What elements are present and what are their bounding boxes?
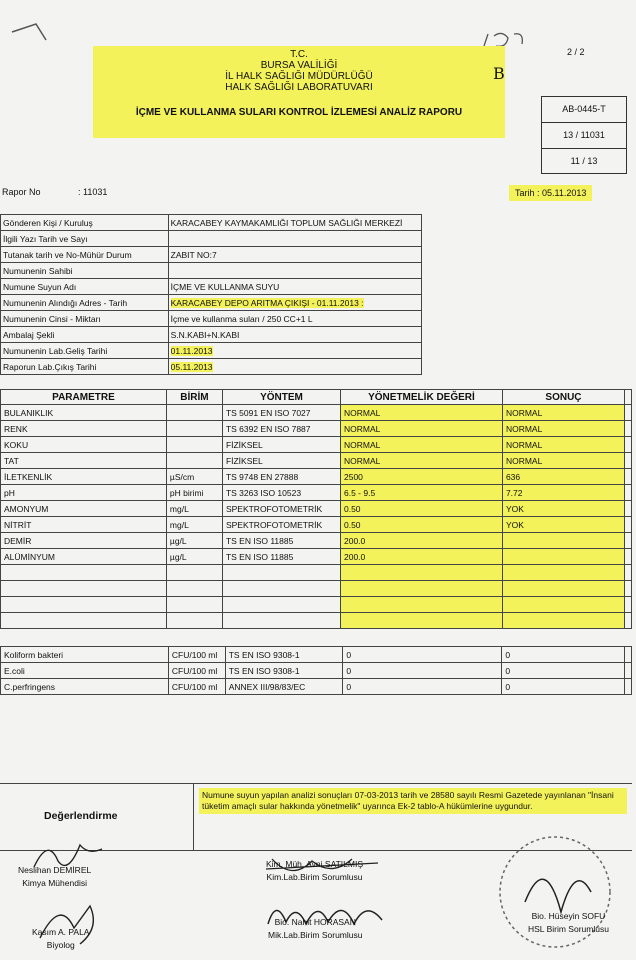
parameter-row-empty [1,581,632,597]
info-key: Numunenin Alındığı Adres - Tarih [1,295,169,311]
param-limit: 2500 [340,469,502,485]
info-row [1,247,422,263]
param-unit: mg/L [166,517,222,533]
empty-cell [340,565,502,581]
empty-cell [1,565,167,581]
evaluation-divider [193,784,194,850]
info-value [168,295,421,311]
param-name: RENK [1,421,167,437]
param-limit: NORMAL [340,421,502,437]
info-value-text: S.N.KABI+N.KABI [170,329,240,340]
parameter-row [1,517,632,533]
handwritten-scribble-top-left [8,10,68,50]
signer-4-role: Mik.Lab.Birim Sorumlusu [268,930,363,940]
signature-block-2 [266,858,363,884]
bact-result: 0 [502,663,625,679]
bact-extra-cell [625,679,632,695]
info-row [1,327,422,343]
bact-unit: CFU/100 ml [168,679,225,695]
evaluation-label: Değerlendirme [44,810,118,822]
empty-cell [1,613,167,629]
info-value [168,263,421,279]
info-value [168,231,421,247]
info-key: Raporun Lab.Çıkış Tarihi [1,359,169,375]
signer-1-role: Kimya Mühendisi [22,878,87,888]
parameter-table [0,389,632,629]
bact-limit: 0 [343,663,502,679]
bact-name: E.coli [1,663,169,679]
param-unit [166,421,222,437]
month-code: 11 / 13 [570,156,598,166]
info-row [1,215,422,231]
empty-cell [1,597,167,613]
param-limit: 0.50 [340,501,502,517]
info-row [1,231,422,247]
bact-extra-cell [625,647,632,663]
signer-5-name: Bio. Hüseyin SOFU [531,911,606,921]
header-yonetmelik: YÖNETMELİK DEĞERİ [340,390,502,405]
empty-cell [340,597,502,613]
param-extra-cell [625,421,632,437]
info-key: Numune Suyun Adı [1,279,169,295]
param-limit: 0.50 [340,517,502,533]
signer-3-name: Kasım A. PALA [32,927,90,937]
parameter-row [1,437,632,453]
info-key: Numunenin Lab.Geliş Tarihi [1,343,169,359]
parameter-row-empty [1,565,632,581]
param-result: NORMAL [502,405,624,421]
param-method: TS EN ISO 11885 [222,549,340,565]
parameter-row-empty [1,613,632,629]
param-result [502,533,624,549]
param-extra-cell [625,533,632,549]
info-value [168,359,421,375]
info-value [168,311,421,327]
bact-method: ANNEX III/98/83/EC [225,679,343,695]
empty-cell [222,597,340,613]
empty-cell [625,597,632,613]
bact-method: TS EN ISO 9308-1 [225,663,343,679]
signer-2-role: Kim.Lab.Birim Sorumlusu [266,872,363,882]
signature-block-4 [268,916,362,942]
empty-cell [502,565,624,581]
empty-cell [222,581,340,597]
param-limit: 200.0 [340,549,502,565]
document-code-box [541,96,627,174]
report-date: Tarih : 05.11.2013 [509,185,592,201]
header-sonuc: SONUÇ [502,390,624,405]
bact-limit: 0 [343,679,502,695]
info-row [1,359,422,375]
info-value-text: KARACABEY KAYMAKAMLIĞI TOPLUM SAĞLIĞI MERKEZİ [170,217,403,228]
signer-1-name: Neslihan DEMİREL [18,865,92,875]
param-result [502,549,624,565]
bact-name: C.perfringens [1,679,169,695]
info-value [168,215,421,231]
param-result: NORMAL [502,453,624,469]
info-row [1,311,422,327]
bact-extra-cell [625,663,632,679]
empty-cell [166,565,222,581]
param-unit: pH birimi [166,485,222,501]
info-value [168,279,421,295]
param-name: AMONYUM [1,501,167,517]
param-extra-cell [625,517,632,533]
param-name: KOKU [1,437,167,453]
empty-cell [625,581,632,597]
report-no-value: : 11031 [78,187,108,197]
param-name: BULANIKLIK [1,405,167,421]
param-limit: NORMAL [340,437,502,453]
param-unit: µg/L [166,549,222,565]
sample-info-table [0,214,422,375]
info-row [1,263,422,279]
param-extra-cell [625,469,632,485]
empty-cell [502,581,624,597]
bacteria-row [1,679,632,695]
param-unit: µS/cm [166,469,222,485]
empty-cell [222,565,340,581]
param-name: ALÜMİNYUM [1,549,167,565]
info-value [168,247,421,263]
param-name: TAT [1,453,167,469]
header-line-4: HALK SAĞLIĞI LABORATUVARI [225,82,373,93]
param-extra-cell [625,405,632,421]
param-extra-cell [625,501,632,517]
header-line-2: BURSA VALİLİĞİ [260,60,338,71]
empty-cell [340,613,502,629]
param-extra-cell [625,549,632,565]
info-key: Gönderen Kişi / Kuruluş [1,215,169,231]
signature-block-5 [528,910,609,936]
evaluation-section [0,783,632,851]
parameter-row [1,549,632,565]
parameter-row [1,533,632,549]
param-result: YOK [502,501,624,517]
param-result: 7.72 [502,485,624,501]
param-method: SPEKTROFOTOMETRİK [222,501,340,517]
header-parametre: PARAMETRE [1,390,167,405]
empty-cell [1,581,167,597]
param-method: TS 9748 EN 27888 [222,469,340,485]
info-row [1,295,422,311]
handwritten-mark: B [493,64,505,83]
param-unit: µg/L [166,533,222,549]
param-limit: 200.0 [340,533,502,549]
param-result: YOK [502,517,624,533]
bact-limit: 0 [343,647,502,663]
empty-cell [166,613,222,629]
param-method: FİZİKSEL [222,453,340,469]
empty-cell [166,597,222,613]
parameter-row [1,501,632,517]
param-extra-cell [625,485,632,501]
signer-5-role: HSL Birim Sorumlusu [528,924,609,934]
signer-4-name: Bio. Nahit HORASAN [274,917,356,927]
bact-method: TS EN ISO 9308-1 [225,647,343,663]
info-key: Numunenin Cinsi - Miktarı [1,311,169,327]
bact-unit: CFU/100 ml [168,647,225,663]
parameter-row [1,453,632,469]
info-value-text: KARACABEY DEPO ARITMA ÇIKIŞI - 01.11.2013 : [170,297,364,308]
param-method: TS 6392 EN ISO 7887 [222,421,340,437]
bact-unit: CFU/100 ml [168,663,225,679]
signature-block-1 [18,864,91,890]
signer-2-name: Kim. Müh. Avni SATILMIŞ [266,859,363,869]
empty-cell [502,613,624,629]
evaluation-text: Numune suyun yapılan analizi sonuçları 07-03-2013 tarih ve 28580 sayılı Resmi Gazetede yayınlanan "İnsani tüketim amaçlı sular hakkında yönetmelik" uyarınca Ek-2 tablo-A hükümlerine uygundur. [199,788,627,814]
param-name: pH [1,485,167,501]
parameter-row [1,421,632,437]
info-value [168,327,421,343]
info-value-text: 05.11.2013 [170,361,213,372]
param-unit [166,453,222,469]
param-limit: NORMAL [340,453,502,469]
bacteria-table [0,646,632,695]
header-line-3: İL HALK SAĞLIĞI MÜDÜRLÜĞÜ [225,71,373,82]
info-key: Numunenin Sahibi [1,263,169,279]
info-value-text: İÇME VE KULLANMA SUYU [170,281,280,292]
param-extra-cell [625,437,632,453]
bacteria-row [1,663,632,679]
bact-name: Koliform bakteri [1,647,169,663]
info-value-text: 01.11.2013 [170,345,213,356]
param-result: 636 [502,469,624,485]
param-limit: 6.5 - 9.5 [340,485,502,501]
header-empty [625,390,632,405]
form-code: AB-0445-T [542,97,626,123]
empty-cell [340,581,502,597]
param-name: İLETKENLİK [1,469,167,485]
header-line-1: T.C. [290,49,308,60]
report-header [93,46,505,138]
info-row [1,343,422,359]
param-method: TS 5091 EN ISO 7027 [222,405,340,421]
info-value-text: ZABIT NO:7 [170,249,217,260]
bact-result: 0 [502,679,625,695]
parameter-row [1,485,632,501]
parameter-row [1,405,632,421]
empty-cell [625,565,632,581]
page-number: 2 / 2 [567,47,585,57]
report-no-label: Rapor No [2,187,41,197]
info-value [168,343,421,359]
param-unit [166,405,222,421]
param-method: SPEKTROFOTOMETRİK [222,517,340,533]
info-key: Tutanak tarih ve No-Mühür Durum [1,247,169,263]
param-method: TS EN ISO 11885 [222,533,340,549]
empty-cell [222,613,340,629]
sample-code: 13 / 11031 [542,123,626,149]
param-result: NORMAL [502,437,624,453]
parameter-row-empty [1,597,632,613]
param-extra-cell [625,453,632,469]
empty-cell [625,613,632,629]
info-key: İlgili Yazı Tarih ve Sayı [1,231,169,247]
header-yontem: YÖNTEM [222,390,340,405]
bact-result: 0 [502,647,625,663]
signer-3-role: Biyolog [46,940,75,950]
param-unit: mg/L [166,501,222,517]
info-row [1,279,422,295]
param-method: TS 3263 ISO 10523 [222,485,340,501]
param-limit: NORMAL [340,405,502,421]
info-key: Ambalaj Şekli [1,327,169,343]
param-method: FİZİKSEL [222,437,340,453]
empty-cell [166,581,222,597]
param-name: NİTRİT [1,517,167,533]
param-result: NORMAL [502,421,624,437]
signature-block-3 [32,926,89,952]
header-birim: BİRİM [166,390,222,405]
bacteria-row [1,647,632,663]
parameter-row [1,469,632,485]
report-title: İÇME VE KULLANMA SULARI KONTROL İZLEMESİ ANALİZ RAPORU [135,107,463,118]
empty-cell [502,597,624,613]
info-value-text: İçme ve kullanma suları / 250 CC+1 L [170,313,313,324]
param-name: DEMİR [1,533,167,549]
param-unit [166,437,222,453]
